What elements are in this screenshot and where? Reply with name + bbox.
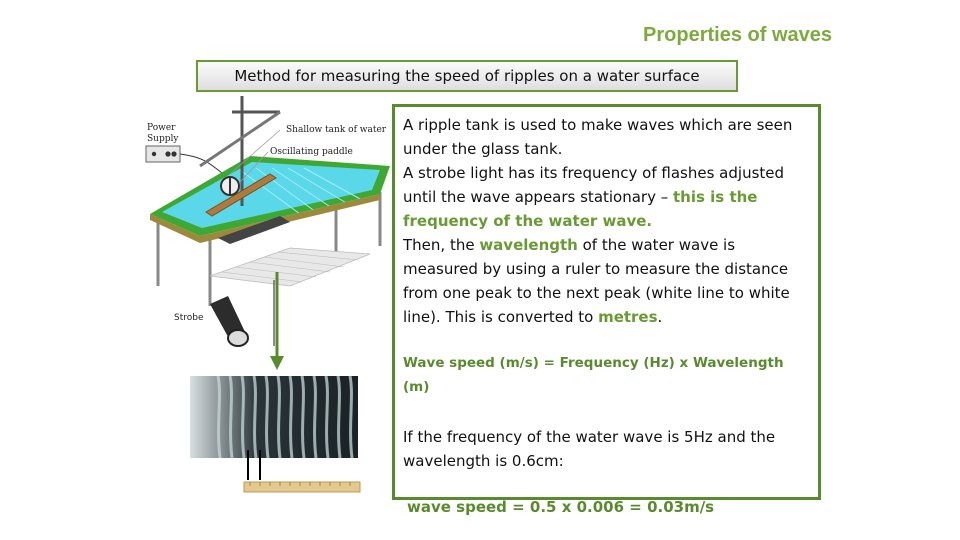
oscillating-paddle-label: Oscillating paddle [270, 147, 353, 157]
example-question: If the frequency of the water wave is 5Hz and the wavelength is 0.6cm: [403, 428, 776, 470]
explanation-box [392, 104, 821, 516]
wavelength-highlight: wavelength [479, 236, 578, 254]
metres-highlight: metres [598, 308, 658, 326]
shallow-tank-label: Shallow tank of water [286, 125, 387, 135]
power-supply-label-1: Power [147, 123, 176, 133]
strobe-label: Strobe [174, 313, 204, 323]
ripple-tank-text: A ripple tank is used to make waves which are seen under the glass tank. [403, 116, 793, 158]
strobe-text: A strobe light has its frequency of flashes adjusted until the wave appears stationary – [403, 164, 785, 206]
paragraph-strobe [403, 161, 810, 233]
page-title: Properties of waves [643, 24, 832, 46]
wavelength-text-b: of the water wave is measured by using a ruler to measure the distance from one peak to the next peak (white line to white line). This is converted to [403, 236, 790, 326]
wave-speed-formula: Wave speed (m/s) = Frequency (Hz) x Wavelength (m) [403, 355, 784, 395]
method-banner-text: Method for measuring the speed of ripples on a water surface [234, 67, 700, 85]
ripple-photo [190, 376, 358, 458]
paragraph-wavelength [403, 233, 810, 329]
wavelength-text-c: . [657, 308, 663, 326]
down-arrow-icon [270, 272, 284, 372]
power-supply-label-2: Supply [147, 134, 179, 144]
power-supply-knob [152, 152, 156, 156]
strobe-lamp-icon [210, 296, 248, 346]
wavelength-text-a: Then, the [403, 236, 480, 254]
paragraph-ripple-tank [403, 113, 810, 161]
method-banner [196, 60, 738, 92]
strobe-highlight: this is the frequency of the water wave. [403, 188, 758, 230]
example-answer: wave speed = 0.5 x 0.006 = 0.03m/s [407, 498, 715, 516]
ruler [240, 450, 364, 494]
